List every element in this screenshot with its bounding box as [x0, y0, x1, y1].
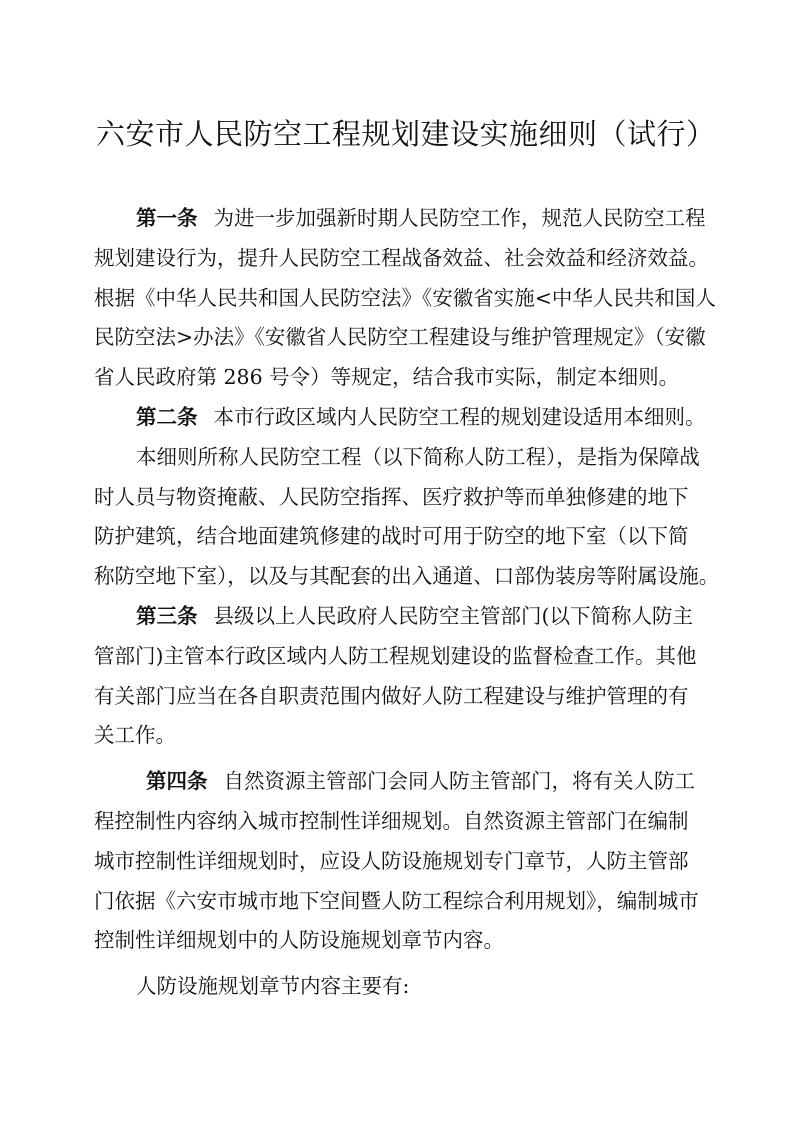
article-1-line-1: [94, 199, 706, 239]
article-4-line-3: 城市控制性详细规划时，应设人防设施规划专门章节，人防主管部: [94, 848, 689, 873]
article-1-line-3: 根据《中华人民共和国人民防空法》《安徽省实施<中华人民共和国人: [94, 285, 716, 310]
article-3-line-2: 管部门)主管本行政区域内人防工程规划建设的监督检查工作。其他: [94, 643, 697, 668]
article-1-line-4: 民防空法>办法》《安徽省人民防空工程建设与维护管理规定》（安徽: [94, 325, 706, 350]
closing-line: 人防设施规划章节内容主要有:: [136, 974, 410, 999]
document-body: [94, 199, 720, 1007]
article-1-text: 为进一步加强新时期人民防空工作，规范人民防空工程: [213, 206, 706, 230]
article-4-line-4: 门依据《六安市城市地下空间暨人防工程综合利用规划》，编制城市: [94, 888, 699, 913]
article-2-para2-line-2: 时人员与物资掩蔽、人民防空指挥、医疗救护等而单独修建的地下: [94, 484, 689, 509]
article-2-line-1: [94, 398, 706, 438]
article-2-text: 本市行政区域内人民防空工程的规划建设适用本细则。: [213, 404, 706, 429]
article-3-text: 县级以上人民政府人民防空主管部门(以下简称人防主: [213, 603, 693, 628]
article-3-line-1: [94, 597, 700, 637]
article-4-line-5: 控制性详细规划中的人防设施规划章节内容。: [94, 928, 504, 953]
article-3-line-4: 关工作。: [94, 723, 176, 748]
article-3-label: 第三条: [136, 603, 198, 628]
article-1-line-2: 规划建设行为，提升人民防空工程战备效益、社会效益和经济效益。: [94, 245, 709, 270]
article-4-line-2: 程控制性内容纳入城市控制性详细规划。自然资源主管部门在编制: [94, 808, 689, 833]
article-2-para2-line-4: 称防空地下室），以及与其配套的出入通道、口部伪装房等附属设施。: [94, 564, 720, 589]
article-4-line-1: [94, 762, 700, 802]
article-4-label: 第四条: [146, 769, 208, 794]
article-2-label: 第二条: [136, 404, 198, 429]
article-1-line-5: 省人民政府第 286 号令）等规定，结合我市实际，制定本细则。: [94, 365, 680, 390]
article-3-line-3: 有关部门应当在各自职责范围内做好人防工程建设与维护管理的有: [94, 683, 689, 708]
document-title: 六安市人民防空工程规划建设实施细则（试行）: [96, 117, 716, 151]
article-2-para2-line-1: 本细则所称人民防空工程（以下简称人防工程），是指为保障战: [136, 444, 700, 469]
article-4-text: 自然资源主管部门会同人防主管部门，将有关人防工: [223, 769, 695, 794]
article-1-label: 第一条: [136, 206, 198, 230]
article-2-para2-line-3: 防护建筑，结合地面建筑修建的战时可用于防空的地下室（以下简: [94, 524, 689, 549]
